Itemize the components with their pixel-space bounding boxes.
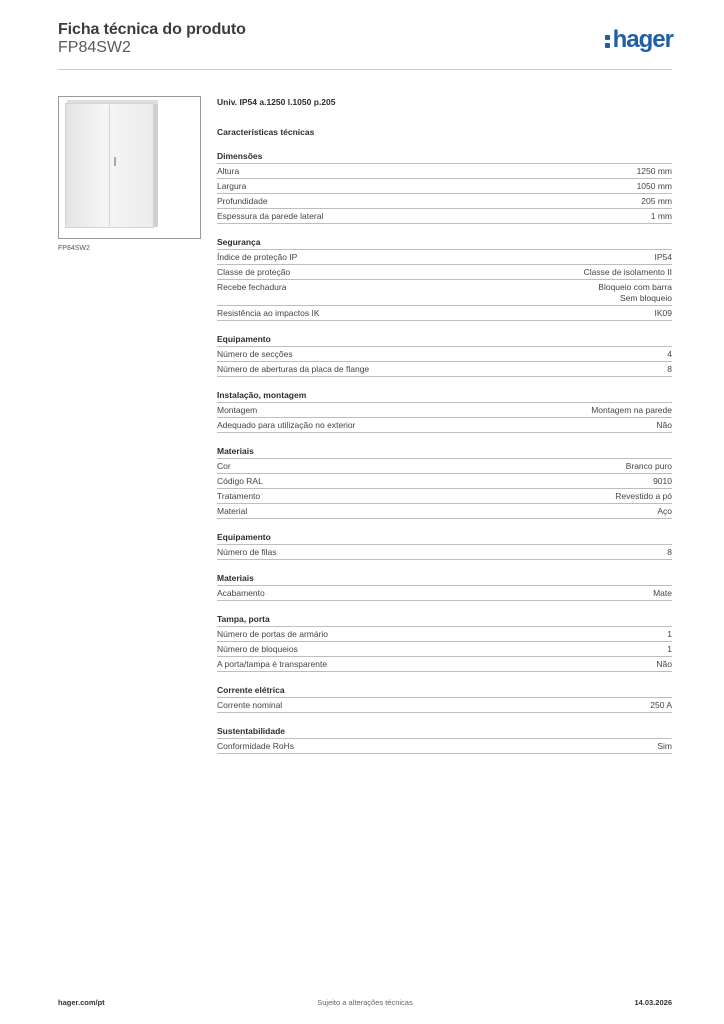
spec-value: 8: [667, 364, 672, 374]
cabinet-side-edge: [154, 104, 158, 227]
spec-row: [217, 362, 672, 377]
spec-section: [217, 149, 672, 224]
spec-row: [217, 657, 672, 672]
section-title: Tampa, porta: [217, 612, 672, 627]
spec-row: [217, 418, 672, 433]
spec-row: [217, 306, 672, 321]
product-reference: FP84SW2: [58, 39, 131, 56]
spec-label: Montagem: [217, 405, 258, 415]
spec-label: Número de bloqueios: [217, 644, 298, 654]
spec-value: 1: [667, 629, 672, 639]
spec-section: [217, 571, 672, 601]
spec-row: [217, 642, 672, 657]
page-header: [58, 20, 672, 70]
spec-value: 250 A: [650, 700, 672, 710]
product-image: [58, 96, 201, 239]
footer-website[interactable]: hager.com/pt: [58, 998, 105, 1007]
spec-row: [217, 698, 672, 713]
spec-label: Largura: [217, 181, 247, 191]
spec-row: [217, 504, 672, 519]
spec-section: [217, 724, 672, 754]
spec-label: Adequado para utilização no exterior: [217, 420, 356, 430]
spec-value: 9010: [653, 476, 672, 486]
cabinet-door-split: [109, 105, 110, 226]
spec-section: [217, 612, 672, 672]
spec-section: [217, 235, 672, 321]
spec-label: Número de secções: [217, 349, 293, 359]
cabinet-handle: [114, 157, 116, 166]
spec-label: A porta/tampa é transparente: [217, 659, 328, 669]
spec-row: [217, 209, 672, 224]
spec-value: Montagem na parede: [591, 405, 672, 415]
section-title: Equipamento: [217, 332, 672, 347]
document-title: Ficha técnica do produto: [58, 21, 246, 38]
spec-value: 8: [667, 547, 672, 557]
product-image-caption: FP84SW2: [58, 245, 90, 252]
spec-label: Profundidade: [217, 196, 268, 206]
spec-label: Altura: [217, 166, 240, 176]
spec-value: Branco puro: [625, 461, 672, 471]
spec-label: Conformidade RoHs: [217, 741, 295, 751]
section-title: Materiais: [217, 571, 672, 586]
spec-row: [217, 194, 672, 209]
spec-label: Número de filas: [217, 547, 277, 557]
spec-value: 1050 mm: [636, 181, 672, 191]
spec-label: Número de aberturas da placa de flange: [217, 364, 370, 374]
spec-row: [217, 265, 672, 280]
spec-row: [217, 459, 672, 474]
footer-notice: Sujeito a alterações técnicas: [317, 998, 413, 1007]
spec-row: [217, 474, 672, 489]
spec-label: Cor: [217, 461, 231, 471]
spec-label: Classe de proteção: [217, 267, 291, 277]
section-title: Instalação, montagem: [217, 388, 672, 403]
spec-row: [217, 250, 672, 265]
spec-row: [217, 586, 672, 601]
hager-logo: [604, 28, 673, 52]
product-name: Univ. IP54 a.1250 l.1050 p.205: [217, 97, 336, 107]
section-title: Equipamento: [217, 530, 672, 545]
spec-label: Tratamento: [217, 491, 261, 501]
spec-row: [217, 627, 672, 642]
spec-value: 1 mm: [650, 211, 672, 221]
spec-section: [217, 332, 672, 377]
spec-value: Revestido a pó: [615, 491, 672, 501]
spec-value: Não: [656, 659, 672, 669]
spec-value: 4: [667, 349, 672, 359]
spec-sections: [217, 149, 672, 754]
spec-label: Índice de proteção IP: [217, 252, 298, 262]
spec-row: [217, 739, 672, 754]
logo-dots-icon: [604, 33, 611, 48]
spec-label: Espessura da parede lateral: [217, 211, 324, 221]
spec-value: Não: [656, 420, 672, 430]
section-title: Segurança: [217, 235, 672, 250]
spec-value: Sim: [657, 741, 672, 751]
section-title: Materiais: [217, 444, 672, 459]
spec-value: Bloqueio com barra Sem bloqueio: [598, 282, 672, 303]
spec-label: Recebe fechadura: [217, 282, 287, 292]
spec-value: 1250 mm: [636, 166, 672, 176]
spec-label: Corrente nominal: [217, 700, 283, 710]
spec-label: Resistência ao impactos IK: [217, 308, 320, 318]
spec-label: Material: [217, 506, 248, 516]
spec-value: Classe de isolamento II: [583, 267, 672, 277]
spec-section: [217, 530, 672, 560]
specifications-heading: Características técnicas: [217, 127, 315, 137]
section-title: Corrente elétrica: [217, 683, 672, 698]
spec-value: 1: [667, 644, 672, 654]
logo-text: hager: [612, 26, 673, 53]
spec-row: [217, 545, 672, 560]
spec-row: [217, 164, 672, 179]
spec-row: [217, 489, 672, 504]
spec-row: [217, 403, 672, 418]
spec-value: IP54: [654, 252, 672, 262]
spec-section: [217, 683, 672, 713]
spec-value: IK09: [654, 308, 672, 318]
spec-row: [217, 179, 672, 194]
spec-row: [217, 280, 672, 306]
spec-label: Número de portas de armário: [217, 629, 329, 639]
footer-date: 14.03.2026: [634, 998, 672, 1007]
spec-label: Código RAL: [217, 476, 263, 486]
spec-section: [217, 444, 672, 519]
spec-value: 205 mm: [641, 196, 672, 206]
specifications: [217, 97, 672, 765]
spec-section: [217, 388, 672, 433]
section-title: Dimensões: [217, 149, 672, 164]
spec-value: Mate: [653, 588, 672, 598]
spec-row: [217, 347, 672, 362]
spec-value: Aço: [657, 506, 672, 516]
section-title: Sustentabilidade: [217, 724, 672, 739]
spec-label: Acabamento: [217, 588, 265, 598]
